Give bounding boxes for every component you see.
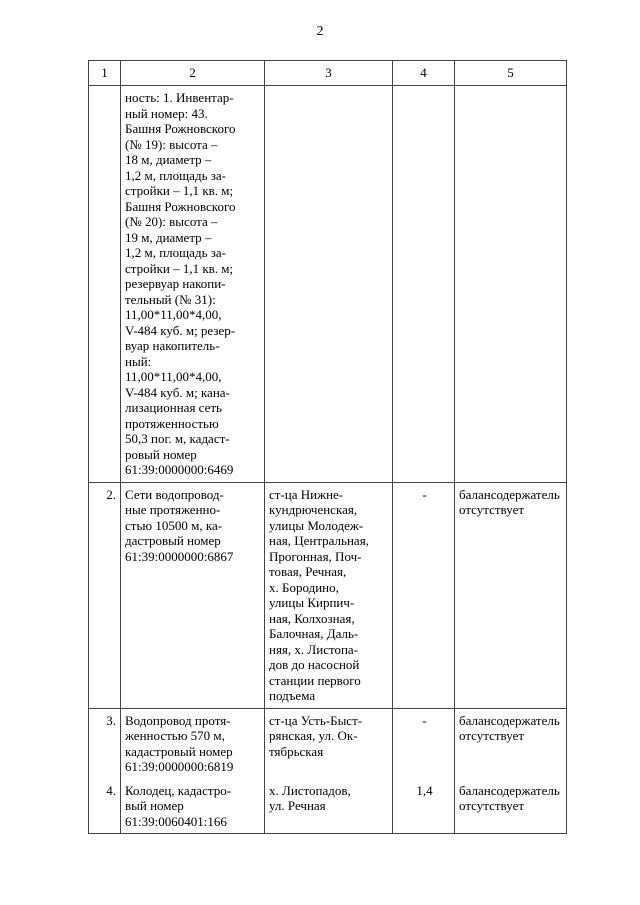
- page-number: 2: [316, 24, 324, 39]
- cell-text: -: [422, 712, 427, 728]
- table-header-row: [89, 61, 567, 86]
- description-cell: [121, 86, 265, 483]
- cell-line: 1,2 м, площадь за-: [125, 167, 226, 183]
- cell-line: няя, х. Листопа-: [269, 641, 359, 657]
- description-cell: [121, 779, 265, 834]
- cell-line: стью 10500 м, ка-: [125, 517, 223, 533]
- cell-line: дов до насосной: [269, 657, 360, 672]
- cell-line: ная, Центральная,: [269, 533, 369, 548]
- cell-line: рянская, ул. Ок-: [269, 728, 358, 743]
- location-cell: [265, 779, 393, 834]
- holder-cell: [455, 86, 567, 483]
- cell-line: 61:39:0060401:166: [125, 813, 227, 829]
- cell-line: Сети водопровод-: [125, 486, 224, 502]
- description-cell: [121, 708, 265, 779]
- cell-line: тельный (№ 31):: [125, 291, 216, 307]
- cell-line: V-484 куб. м; кана-: [125, 384, 230, 400]
- cell-line: балансодержатель: [459, 712, 560, 728]
- cell-line: протяженностью: [125, 415, 219, 431]
- cell-line: женностью 570 м,: [125, 728, 225, 743]
- code-cell: [393, 482, 455, 708]
- cell-line: резервуар накопи-: [125, 276, 226, 291]
- cell-text: -: [422, 486, 427, 502]
- column-header-2: 2: [121, 61, 265, 86]
- code-cell: [393, 779, 455, 834]
- cell-text: 3.: [106, 712, 116, 728]
- table-row: [89, 86, 567, 483]
- cell-line: х. Бородино,: [269, 579, 339, 595]
- cell-line: балансодержатель: [459, 782, 560, 798]
- cell-line: улицы Молодеж-: [269, 517, 364, 533]
- cell-line: тябрьская: [269, 743, 324, 759]
- table-row: [89, 708, 567, 779]
- cell-line: дастровый номер: [125, 533, 221, 548]
- cell-text: 4.: [106, 782, 116, 798]
- cell-line: кадастровый номер: [125, 743, 233, 759]
- cell-line: 1,2 м, площадь за-: [125, 245, 226, 260]
- cell-line: улицы Кирпич-: [269, 595, 355, 610]
- cell-line: 11,00*11,00*4,00,: [125, 307, 222, 322]
- description-cell: [121, 482, 265, 708]
- cell-line: V-484 куб. м; резер-: [125, 322, 236, 338]
- cell-line: ность: 1. Инвентар-: [125, 90, 234, 105]
- location-cell: [265, 708, 393, 779]
- cell-line: отсутствует: [459, 502, 525, 517]
- cell-line: х. Листопадов,: [269, 782, 351, 798]
- cell-line: 50,3 пог. м, кадаст-: [125, 431, 230, 446]
- cell-line: Водопровод протя-: [125, 712, 231, 728]
- column-header-1: 1: [89, 61, 121, 86]
- column-header-3: 3: [265, 61, 393, 86]
- cell-line: подъема: [269, 688, 316, 703]
- table-body: [89, 86, 567, 834]
- table-row: [89, 482, 567, 708]
- cell-line: вуар накопитель-: [125, 338, 220, 353]
- holder-cell: [455, 708, 567, 779]
- cell-line: Колодец, кадастро-: [125, 782, 232, 798]
- row-number-cell: [89, 482, 121, 708]
- cell-line: ул. Речная: [269, 798, 326, 813]
- cell-line: Башня Рожновского: [125, 121, 236, 136]
- cell-line: лизационная сеть: [125, 400, 222, 415]
- code-cell: [393, 708, 455, 779]
- cell-line: 18 м, диаметр –: [125, 152, 212, 167]
- column-header-4: 4: [393, 61, 455, 86]
- cell-line: отсутствует: [459, 798, 525, 813]
- cell-line: ровый номер: [125, 446, 197, 462]
- cell-line: станции первого: [269, 672, 361, 688]
- cell-line: 61:39:0000000:6819: [125, 759, 234, 774]
- location-cell: [265, 482, 393, 708]
- cell-line: ный номер: 43.: [125, 105, 208, 121]
- cell-line: (№ 19): высота –: [125, 136, 218, 152]
- cell-line: (№ 20): высота –: [125, 214, 218, 229]
- cell-text: 2.: [106, 486, 116, 502]
- cell-line: ная, Колхозная,: [269, 610, 355, 626]
- cell-line: Прогонная, Поч-: [269, 548, 362, 564]
- table-row: [89, 779, 567, 834]
- cell-text: 1,4: [416, 782, 433, 798]
- cell-line: Балочная, Даль-: [269, 626, 359, 641]
- location-cell: [265, 86, 393, 483]
- cell-line: 11,00*11,00*4,00,: [125, 369, 222, 384]
- cell-line: 61:39:0000000:6867: [125, 548, 234, 564]
- cell-line: товая, Речная,: [269, 564, 347, 579]
- cell-line: ст-ца Усть-Быст-: [269, 712, 363, 728]
- cell-line: отсутствует: [459, 728, 525, 743]
- holder-cell: [455, 779, 567, 834]
- column-header-5: 5: [455, 61, 567, 86]
- code-cell: [393, 86, 455, 483]
- cell-line: Башня Рожновского: [125, 198, 236, 214]
- cell-line: вый номер: [125, 798, 184, 813]
- cell-line: ст-ца Нижне-: [269, 486, 344, 502]
- row-number-cell: [89, 779, 121, 834]
- row-number-cell: [89, 86, 121, 483]
- cell-line: стройки – 1,1 кв. м;: [125, 183, 234, 198]
- cell-line: 61:39:0000000:6469: [125, 462, 234, 477]
- cell-line: кундрюченская,: [269, 502, 358, 517]
- cell-line: стройки – 1,1 кв. м;: [125, 260, 234, 276]
- register-table: [88, 60, 567, 834]
- cell-line: ный:: [125, 353, 152, 369]
- holder-cell: [455, 482, 567, 708]
- cell-line: ные протяженно-: [125, 502, 221, 517]
- cell-line: 19 м, диаметр –: [125, 229, 212, 245]
- cell-line: балансодержатель: [459, 486, 560, 502]
- row-number-cell: [89, 708, 121, 779]
